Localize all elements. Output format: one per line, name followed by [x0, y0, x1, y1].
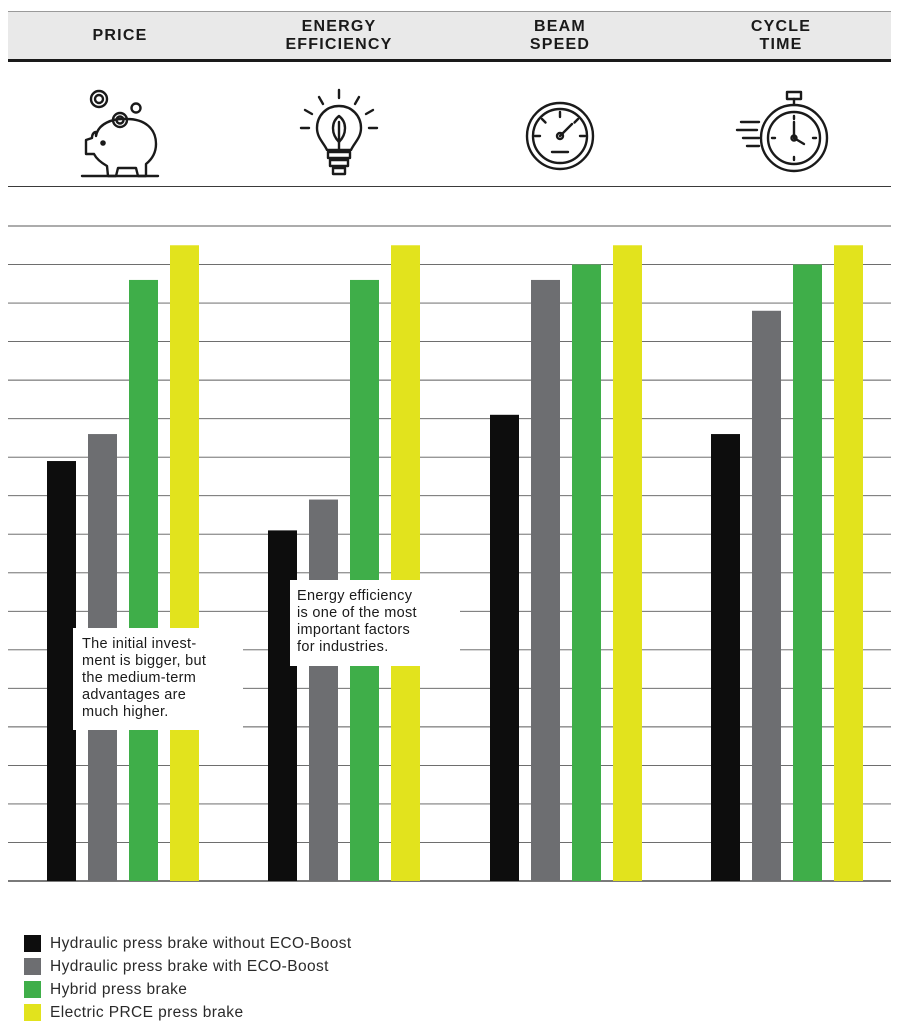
- bar-hybrid-3: [793, 265, 822, 881]
- bar-hybrid-2: [572, 265, 601, 881]
- bar-electric-3: [834, 245, 863, 881]
- category-header-line: ENERGY: [301, 18, 377, 35]
- annotation-energy-efficiency: [290, 580, 460, 666]
- legend-label: Hydraulic press brake with ECO-Boost: [50, 957, 329, 975]
- legend-item: [24, 978, 352, 1001]
- legend-item: [24, 932, 352, 955]
- bar-hydraulic-with-2: [531, 280, 560, 881]
- bar-hydraulic-with-3: [752, 311, 781, 881]
- legend-label: Hybrid press brake: [50, 980, 188, 998]
- legend-swatch: [24, 981, 41, 998]
- category-header-line: PRICE: [92, 27, 148, 44]
- legend-label: Hydraulic press brake without ECO-Boost: [50, 934, 352, 952]
- bar-hydraulic-without-0: [47, 461, 76, 881]
- annotation-line: The initial invest-: [82, 636, 197, 652]
- bar-hydraulic-without-2: [490, 415, 519, 881]
- bar-hydraulic-with-1: [309, 500, 338, 881]
- annotation-line: is one of the most: [297, 605, 417, 621]
- bar-hydraulic-without-3: [711, 434, 740, 881]
- legend-swatch: [24, 958, 41, 975]
- legend-item: [24, 1001, 352, 1024]
- annotation-line: for industries.: [297, 639, 389, 655]
- bar-hybrid-0: [129, 280, 158, 881]
- bar-layer: [47, 245, 863, 881]
- category-header-line: BEAM: [534, 18, 586, 35]
- category-header-line: TIME: [759, 36, 803, 53]
- annotation-line: much higher.: [82, 704, 169, 720]
- bar-electric-2: [613, 245, 642, 881]
- legend-swatch: [24, 935, 41, 952]
- category-header-line: EFFICIENCY: [285, 36, 393, 53]
- category-header-line: SPEED: [529, 36, 591, 53]
- annotation-price: [73, 628, 243, 730]
- annotation-line: the medium-term: [82, 670, 197, 686]
- annotation-line: Energy efficiency: [297, 588, 413, 604]
- legend: [24, 932, 352, 1024]
- legend-item: [24, 955, 352, 978]
- bar-electric-0: [170, 245, 199, 881]
- annotation-line: important factors: [297, 622, 411, 638]
- bar-electric-1: [391, 245, 420, 881]
- legend-swatch: [24, 1004, 41, 1021]
- annotation-line: ment is bigger, but: [82, 653, 207, 669]
- category-header-line: CYCLE: [750, 18, 812, 35]
- legend-label: Electric PRCE press brake: [50, 1003, 244, 1021]
- annotation-line: advantages are: [82, 687, 187, 703]
